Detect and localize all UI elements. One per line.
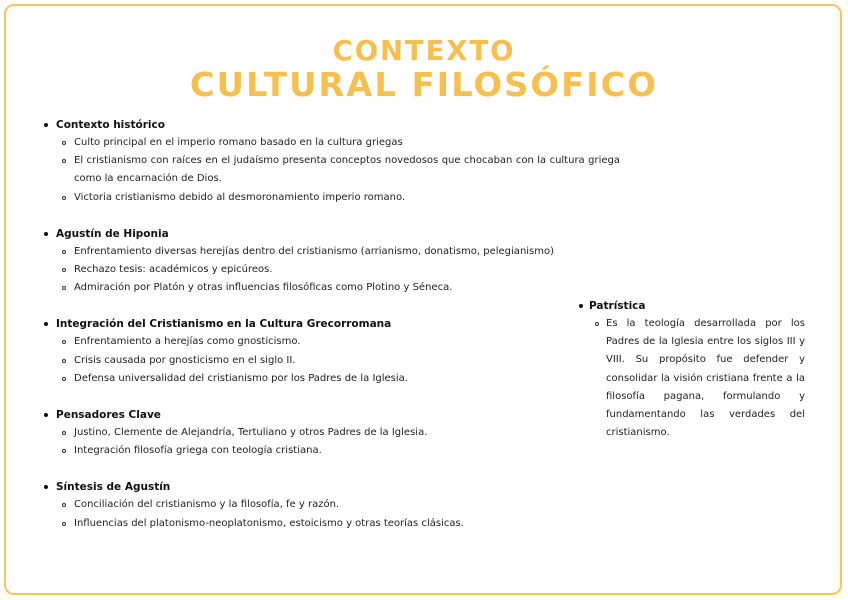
section-heading: Integración del Cristianismo en la Cultura Grecorromana [56, 318, 392, 331]
circle-bullet-icon [62, 431, 66, 435]
circle-bullet-icon [62, 141, 66, 145]
list-item-text: Admiración por Platón y otras influencias filosóficas como Plotino y Séneca. [74, 282, 453, 294]
circle-bullet-icon [62, 503, 66, 507]
list-item [40, 352, 620, 370]
list-item-text: Es la teología desarrollada por los Padres de la Iglesia entre los siglos III y VIII. Su propósito fue defender y consolidar la visión cristiana frente a la filosofía pagana, formulando y fundamentando las verdades del cristianismo. [606, 318, 805, 439]
list-item [40, 279, 620, 297]
circle-bullet-icon [595, 322, 599, 326]
list-item-text: Defensa universalidad del cristianismo por los Padres de la Iglesia. [74, 372, 408, 384]
main-outline [40, 116, 620, 533]
circle-bullet-icon [62, 286, 66, 290]
page-title [0, 34, 848, 102]
circle-bullet-icon [62, 449, 66, 453]
circle-bullet-icon [62, 196, 66, 200]
section-contexto-historico [40, 116, 620, 207]
bullet-icon [44, 322, 48, 326]
list-item-text: El cristianismo con raíces en el judaísmo presenta conceptos novedosos que chocaban con la cultura griega como la encarnación de Dios. [74, 155, 620, 185]
list-item [40, 370, 620, 388]
list-item [40, 134, 620, 152]
list-item [40, 333, 620, 351]
section-integracion [40, 315, 620, 388]
title-line-1: CONTEXTO [332, 34, 516, 67]
bullet-icon [579, 304, 583, 308]
list-item-text: Rechazo tesis: académicos y epicúreos. [74, 264, 273, 276]
list-item [40, 152, 620, 188]
list-item-text: Victoria cristianismo debido al desmoronamiento imperio romano. [74, 191, 406, 203]
list-item [40, 515, 620, 533]
section-heading: Síntesis de Agustín [56, 481, 171, 494]
list-item-text: Enfrentamiento a herejías como gnosticismo. [74, 336, 301, 348]
list-item-text: Culto principal en el imperio romano basado en la cultura griegas [74, 137, 403, 148]
list-item [40, 189, 620, 207]
section-pensadores-clave [40, 406, 620, 460]
bullet-icon [44, 232, 48, 236]
list-item [40, 424, 620, 442]
bullet-icon [44, 413, 48, 417]
list-item [40, 442, 620, 460]
list-item-text: Justino, Clemente de Alejandría, Tertuliano y otros Padres de la Iglesia. [74, 427, 428, 439]
title-line-2: CULTURAL FILOSÓFICO [189, 65, 659, 104]
section-heading: Pensadores Clave [56, 409, 161, 422]
list-item [40, 243, 620, 261]
list-item [575, 315, 805, 442]
section-sintesis-de-agustin [40, 478, 620, 532]
list-item-text: Conciliación del cristianismo y la filosofía, fe y razón. [74, 499, 340, 511]
circle-bullet-icon [62, 522, 66, 526]
circle-bullet-icon [62, 340, 66, 344]
circle-bullet-icon [62, 377, 66, 381]
circle-bullet-icon [62, 359, 66, 363]
bullet-icon [44, 485, 48, 489]
circle-bullet-icon [62, 159, 66, 163]
section-agustin-de-hiponia [40, 225, 620, 298]
section-heading: Contexto histórico [56, 119, 165, 131]
section-heading: Patrística [589, 300, 646, 312]
list-item-text: Enfrentamiento diversas herejías dentro del cristianismo (arrianismo, donatismo, pelegianismo) [74, 245, 555, 257]
list-item [40, 496, 620, 514]
circle-bullet-icon [62, 268, 66, 272]
bullet-icon [44, 123, 48, 127]
list-item-text: Crisis causada por gnosticismo en el siglo II. [74, 354, 296, 366]
list-item-text: Influencias del platonismo-neoplatonismo, estoicismo y otras teorías clásicas. [74, 517, 464, 529]
side-panel-patristica [575, 297, 805, 442]
section-heading: Agustín de Hiponia [56, 227, 169, 240]
list-item-text: Integración filosofía griega con teología cristiana. [74, 445, 322, 457]
circle-bullet-icon [62, 250, 66, 254]
list-item [40, 261, 620, 279]
